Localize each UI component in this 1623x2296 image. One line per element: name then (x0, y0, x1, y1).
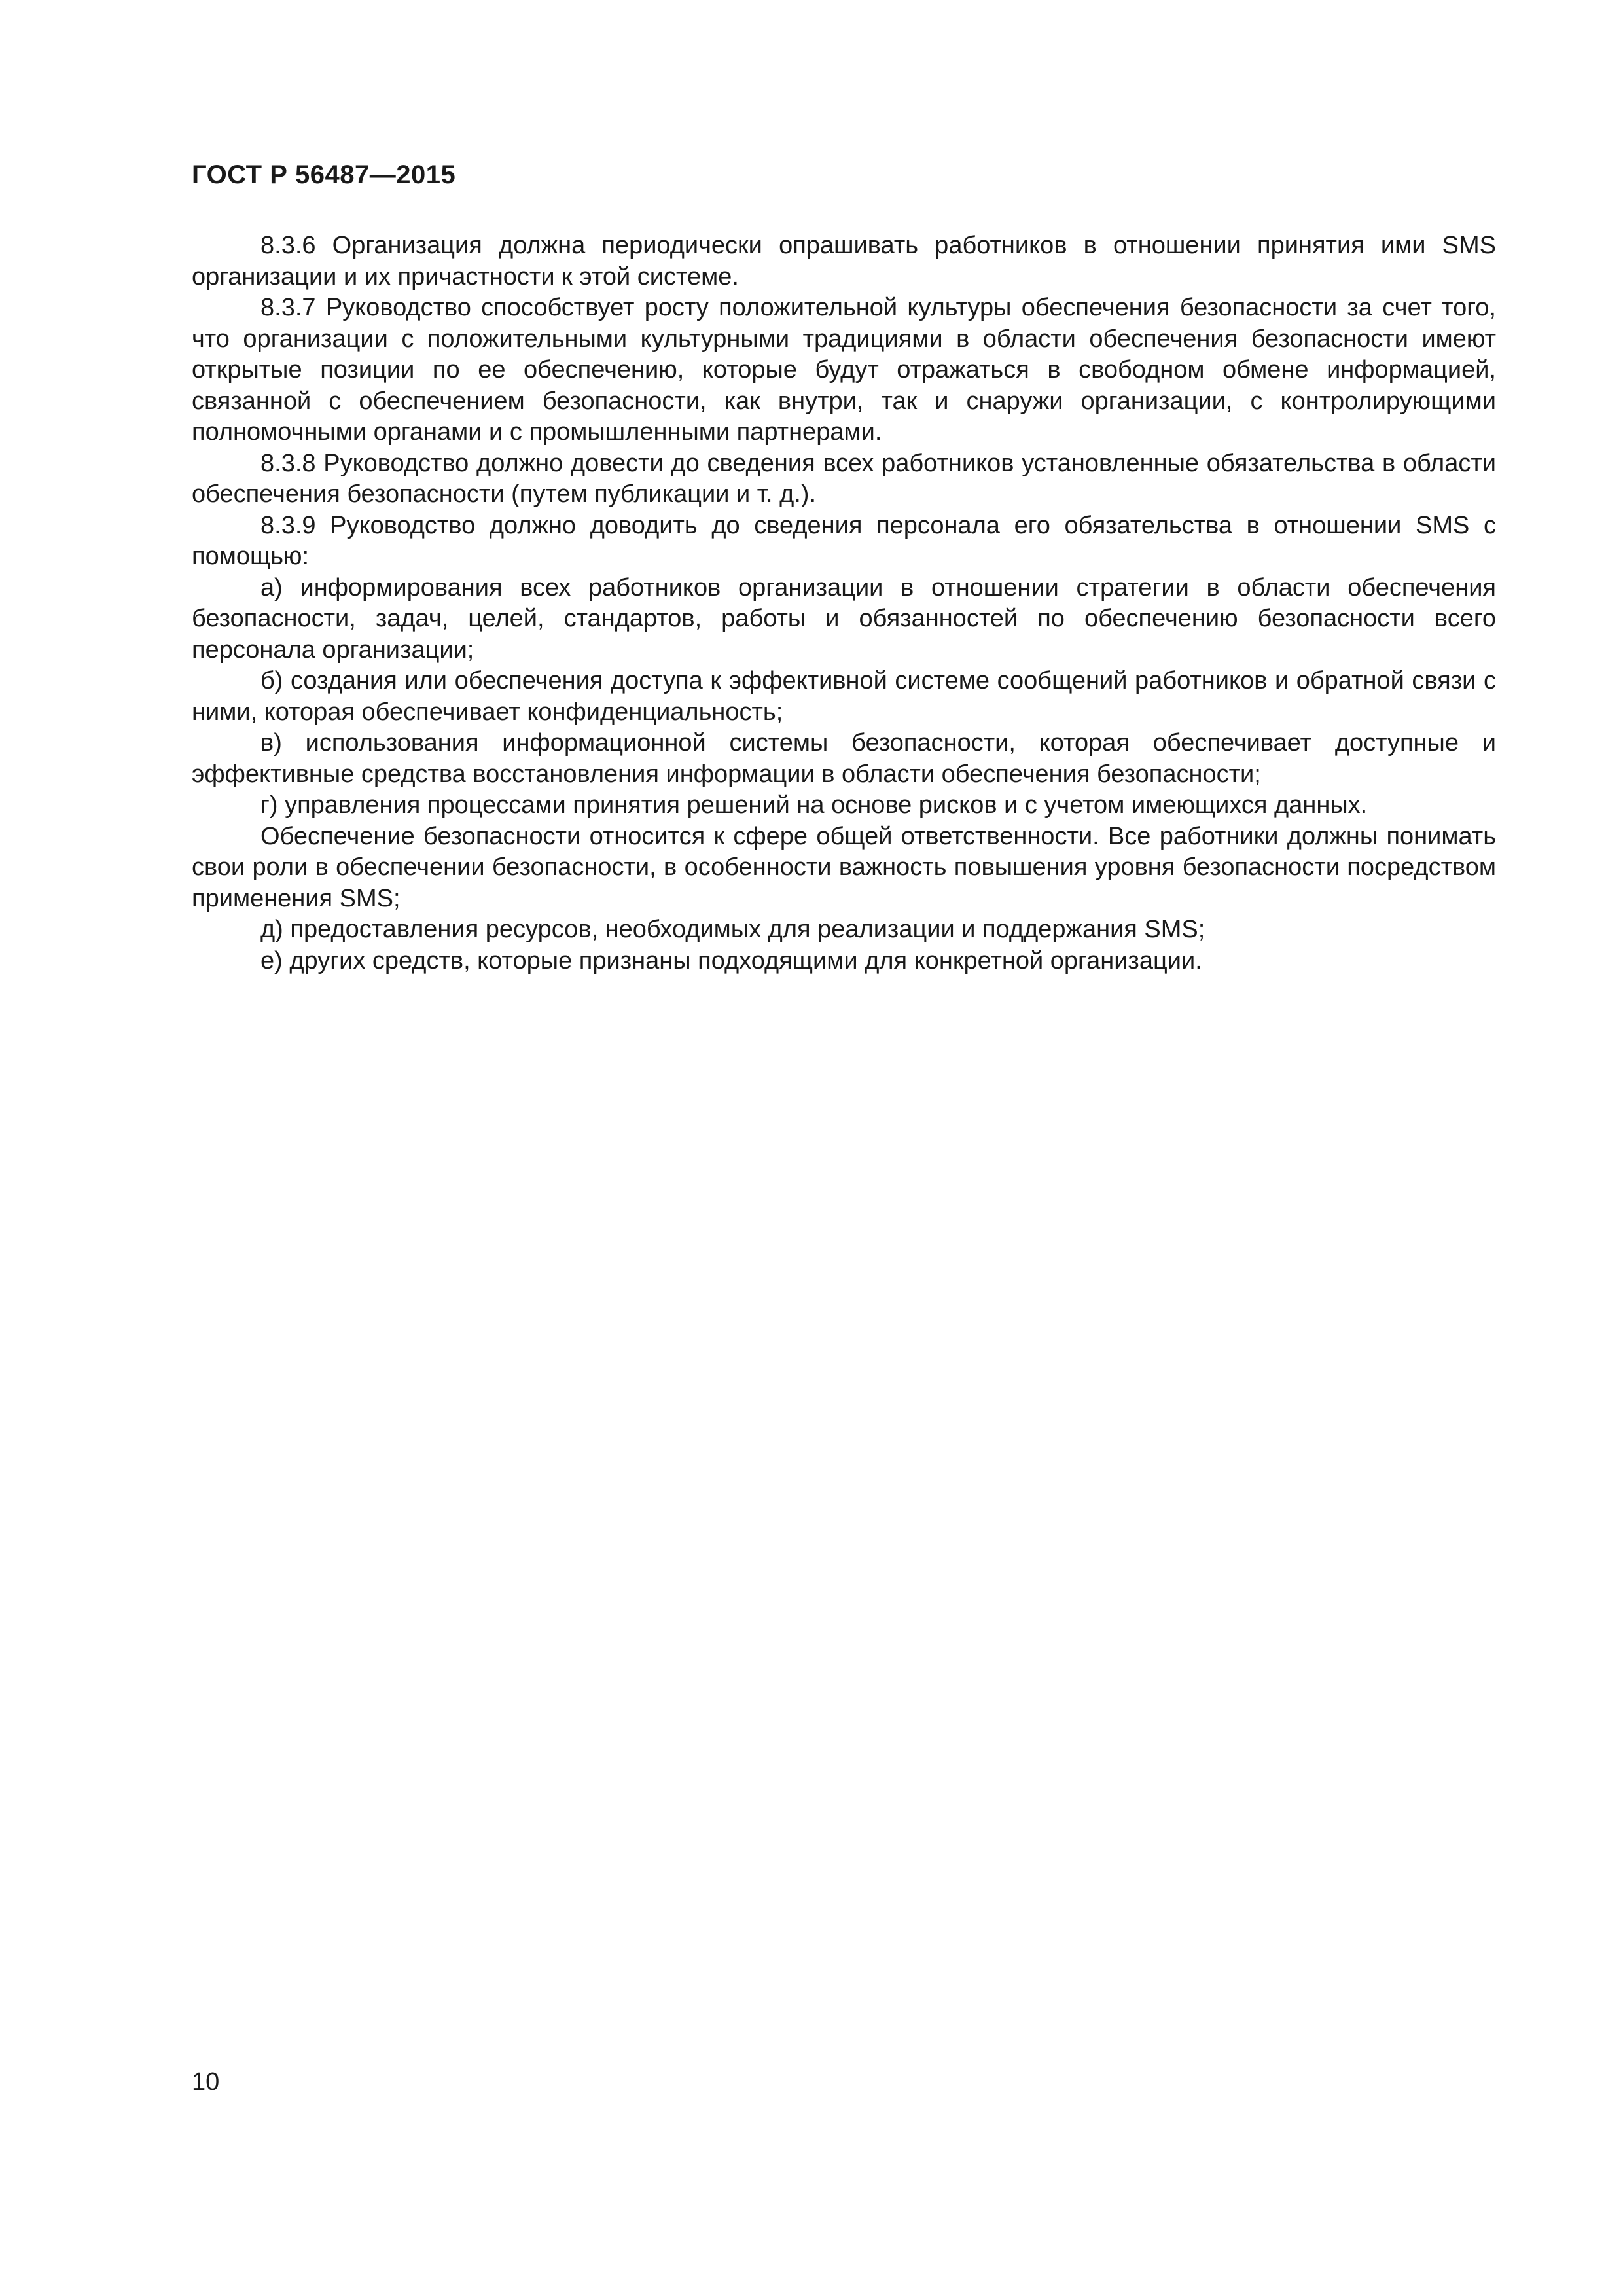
paragraph-8-3-6: 8.3.6 Организация должна периодически опрашивать работников в отношении принятия ими SMS организации и их причастности к этой системе. (192, 232, 1496, 291)
paragraph-8-3-9: 8.3.9 Руководство должно доводить до сведения персонала его обязательства в отношении SMS с помощью: (192, 511, 1496, 570)
list-item-g: г) управления процессами принятия решений на основе рисков и с учетом имеющихся данных. (260, 791, 1368, 819)
list-item-b: б) создания или обеспечения доступа к эффективной системе сообщений работников и обратной связи с ними, которая обеспечивает конфиденциальность; (192, 667, 1496, 726)
list-item-v: в) использования информационной системы безопасности, которая обеспечивает доступные и эффективные средства восстановления информации в области обеспечения безопасности; (192, 729, 1496, 788)
list-item-a: а) информирования всех работников организации в отношении стратегии в области обеспечения безопасности, задач, целей, стандартов, работы и обязанностей по обеспечению безопасности всего персонала организации; (192, 573, 1496, 664)
page-header-standard-id: ГОСТ Р 56487—2015 (192, 160, 456, 189)
document-body (192, 230, 1496, 977)
paragraph-safety-responsibility: Обеспечение безопасности относится к сфере общей ответственности. Все работники должны понимать свои роли в обеспечении безопасности, в особенности важность повышения уровня безопасности посредством применения SMS; (192, 822, 1496, 912)
paragraph-8-3-8: 8.3.8 Руководство должно довести до сведения всех работников установленные обязательства в области обеспечения безопасности (путем публикации и т. д.). (192, 449, 1496, 508)
list-item-e: е) других средств, которые признаны подходящими для конкретной организации. (260, 946, 1202, 975)
page-number: 10 (192, 2068, 220, 2096)
list-item-d: д) предоставления ресурсов, необходимых для реализации и поддержания SMS; (260, 916, 1205, 943)
paragraph-8-3-7: 8.3.7 Руководство способствует росту положительной культуры обеспечения безопасности за счет того, что организации с положительными культурными традициями в области обеспечения безопасности имеют открытые позиции по ее обеспечению, которые будут отражаться в свободном обмене информацией, связанной с обеспечением безопасности, как внутри, так и снаружи организации, с контролирующими полномочными органами и с промышленными партнерами. (192, 294, 1496, 446)
